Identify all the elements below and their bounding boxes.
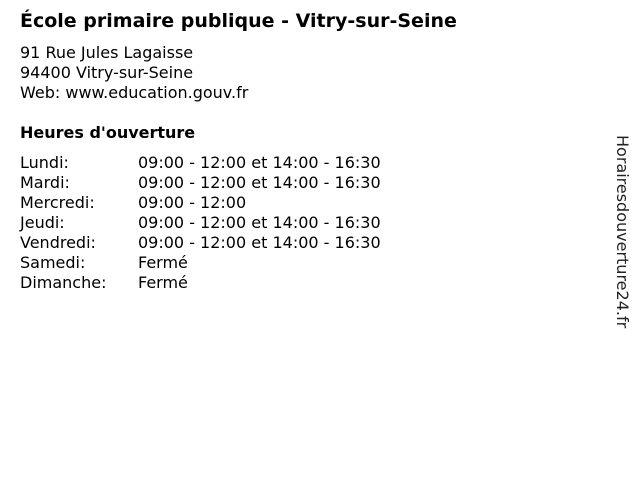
day-label: Lundi: (20, 153, 69, 172)
hours-row-thursday (20, 213, 381, 233)
hours-row-monday (20, 153, 381, 173)
hours-row-saturday (20, 253, 381, 273)
day-label: Vendredi: (20, 233, 96, 252)
hours-value: 09:00 - 12:00 et 14:00 - 16:30 (138, 213, 381, 232)
hours-value: Fermé (138, 253, 188, 272)
hours-value: 09:00 - 12:00 et 14:00 - 16:30 (138, 153, 381, 172)
hours-row-tuesday (20, 173, 381, 193)
site-watermark: Horairesdouverture24.fr (613, 135, 632, 329)
day-label: Dimanche: (20, 273, 107, 292)
hours-value: 09:00 - 12:00 (138, 193, 247, 212)
opening-hours-table (20, 153, 381, 293)
street-address: 91 Rue Jules Lagaisse (20, 43, 194, 62)
hours-value: Fermé (138, 273, 188, 292)
hours-value: 09:00 - 12:00 et 14:00 - 16:30 (138, 173, 381, 192)
day-label: Mercredi: (20, 193, 95, 212)
hours-value: 09:00 - 12:00 et 14:00 - 16:30 (138, 233, 381, 252)
page-title: École primaire publique - Vitry-sur-Seine (20, 10, 457, 32)
hours-row-wednesday (20, 193, 381, 213)
hours-row-friday (20, 233, 381, 253)
hours-row-sunday (20, 273, 381, 293)
city-address: 94400 Vitry-sur-Seine (20, 63, 194, 82)
day-label: Mardi: (20, 173, 70, 192)
day-label: Jeudi: (20, 213, 65, 232)
address-block (20, 43, 248, 103)
hours-heading: Heures d'ouverture (20, 123, 196, 142)
day-label: Samedi: (20, 253, 86, 272)
website-text: Web: www.education.gouv.fr (20, 83, 249, 102)
